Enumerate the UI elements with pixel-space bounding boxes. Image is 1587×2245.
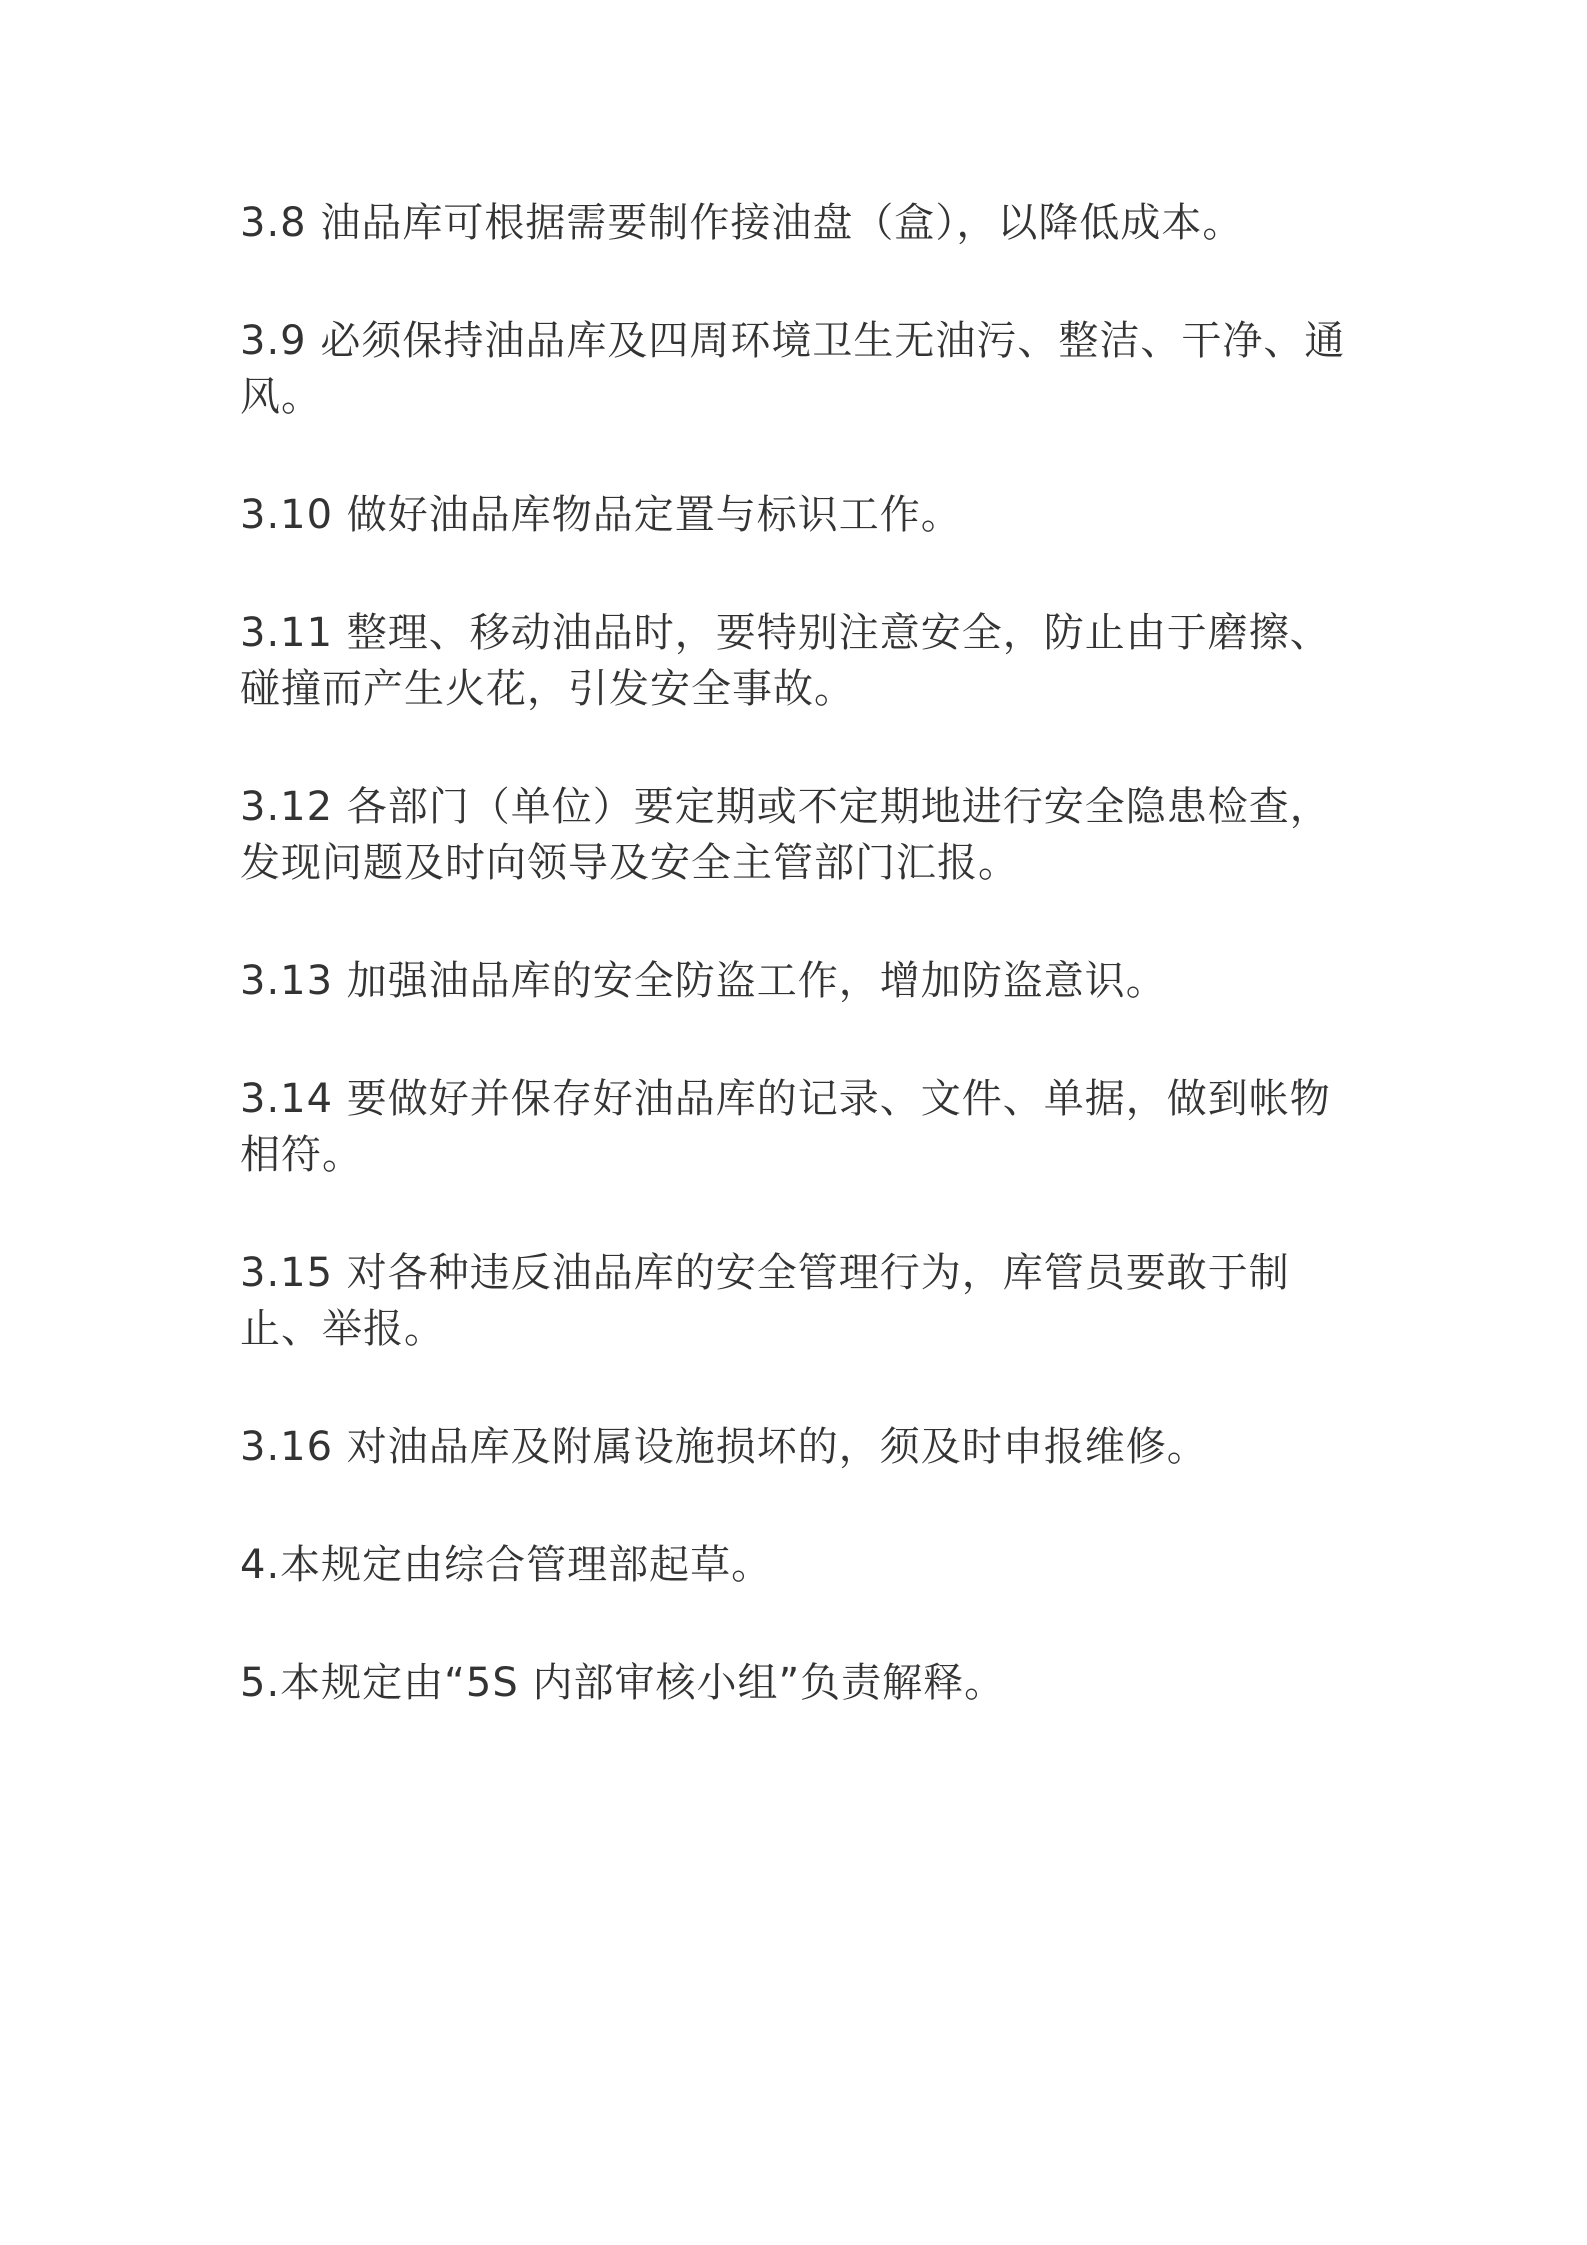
paragraph-3-16: 3.16 对油品库及附属设施损坏的，须及时申报维修。 xyxy=(240,1424,1208,1470)
paragraph-5: 5.本规定由“5S 内部审核小组”负责解释。 xyxy=(240,1660,1006,1706)
paragraph-3-11: 3.11 整理、移动油品时，要特别注意安全，防止由于磨擦、碰撞而产生火花，引发安全事故。 xyxy=(240,610,1331,712)
paragraph-3-8: 3.8 油品库可根据需要制作接油盘（盒），以降低成本。 xyxy=(240,200,1244,246)
paragraph-3-15: 3.15 对各种违反油品库的安全管理行为，库管员要敢于制止、举报。 xyxy=(240,1250,1290,1352)
paragraph-3-14: 3.14 要做好并保存好油品库的记录、文件、单据，做到帐物相符。 xyxy=(240,1076,1331,1178)
document-body xyxy=(240,195,1360,1773)
paragraph-3-13: 3.13 加强油品库的安全防盗工作，增加防盗意识。 xyxy=(240,958,1167,1004)
paragraph-3-12: 3.12 各部门（单位）要定期或不定期地进行安全隐患检查，发现问题及时向领导及安全主管部门汇报。 xyxy=(240,784,1331,886)
paragraph-3-10: 3.10 做好油品库物品定置与标识工作。 xyxy=(240,492,962,538)
paragraph-4: 4.本规定由综合管理部起草。 xyxy=(240,1542,773,1588)
paragraph-3-9: 3.9 必须保持油品库及四周环境卫生无油污、整洁、干净、通风。 xyxy=(240,318,1346,420)
